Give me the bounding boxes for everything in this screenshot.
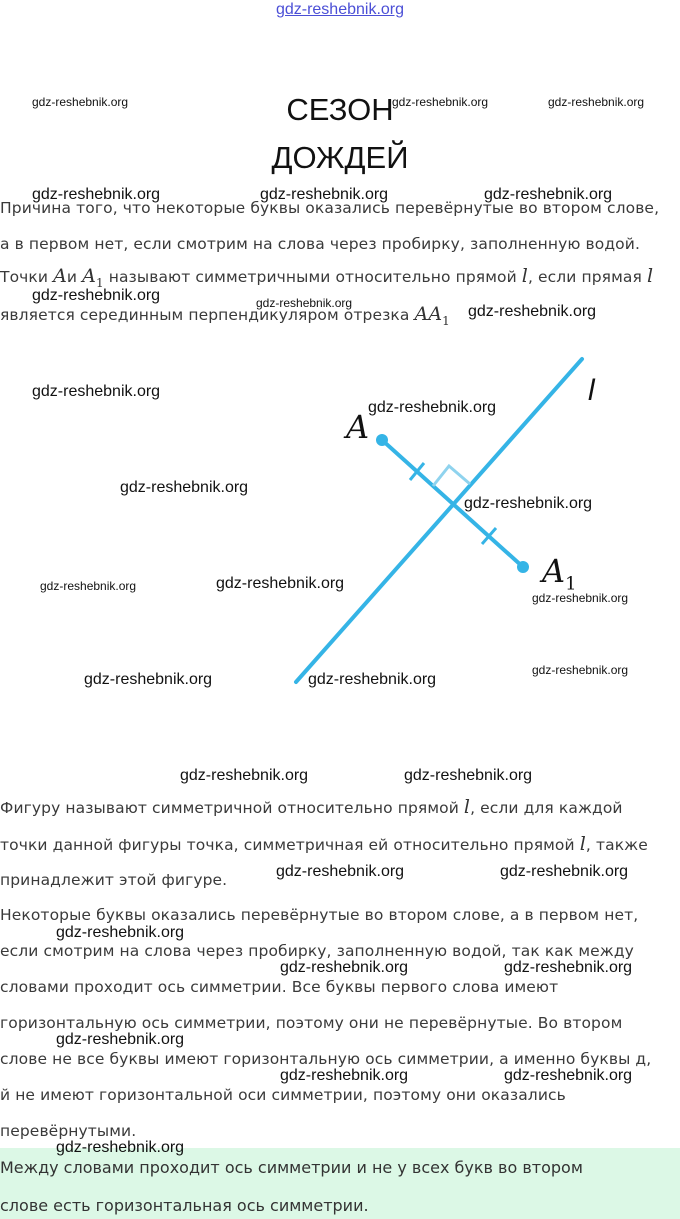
explanation-line-4: горизонтальную ось симметрии, поэтому они не перевёрнутые. Во втором (0, 1014, 623, 1032)
title-line-1: СЕЗОН (286, 92, 394, 127)
watermark: gdz-reshebnik.org (256, 296, 353, 310)
point-a1-dot (517, 561, 529, 573)
watermark: gdz-reshebnik.org (484, 186, 613, 203)
points-suffix: , если прямая (527, 268, 647, 286)
figure-definition-line-2: точки данной фигуры точка, симметричная ей относительно прямой l, также (0, 833, 648, 855)
watermark: gdz-reshebnik.org (308, 671, 437, 688)
intro-line-1: Причина того, что некоторые буквы оказались перевёрнутые во втором слове, (0, 199, 660, 217)
watermark: gdz-reshebnik.org (276, 863, 405, 880)
watermark: gdz-reshebnik.org (468, 303, 597, 320)
points-and: и (66, 268, 83, 286)
header-site-link[interactable]: gdz-reshebnik.org (275, 1, 405, 18)
math-line-l-2: l (646, 265, 654, 287)
point-a-label: A (346, 408, 370, 446)
watermark: gdz-reshebnik.org (548, 95, 645, 109)
watermark: gdz-reshebnik.org (392, 95, 489, 109)
watermark: gdz-reshebnik.org (40, 579, 137, 593)
point-a-dot (376, 434, 388, 446)
intro-line-2: а в первом нет, если смотрим на слова через пробирку, заполненную водой. (0, 235, 640, 253)
answer-box (0, 1148, 680, 1219)
watermark: gdz-reshebnik.org (280, 959, 409, 976)
explanation-line-1: Некоторые буквы оказались перевёрнутые во втором слове, а в первом нет, (0, 906, 639, 924)
watermark: gdz-reshebnik.org (368, 399, 497, 416)
watermark: gdz-reshebnik.org (464, 495, 593, 512)
math-segment: $AA_1$ (414, 303, 450, 328)
explanation-line-5: слове не все буквы имеют горизонтальную ось симметрии, а именно буквы д, (0, 1050, 652, 1068)
right-angle-mark (433, 466, 470, 486)
watermark: gdz-reshebnik.org (404, 767, 533, 784)
watermark: gdz-reshebnik.org (260, 186, 389, 203)
math-point-a: A (53, 265, 67, 287)
axis-label-l: l (588, 374, 595, 407)
watermark: gdz-reshebnik.org (532, 663, 629, 677)
watermark: gdz-reshebnik.org (32, 186, 161, 203)
figure-definition-line-1: Фигуру называют симметричной относительно прямой l, если для каждой (0, 796, 623, 818)
figure-definition-line-3: принадлежит этой фигуре. (0, 871, 228, 889)
explanation-line-6: й не имеют горизонтальной оси симметрии, поэтому они оказались (0, 1086, 566, 1104)
explanation-line-2: если смотрим на слова через пробирку, заполненную водой, так как между (0, 942, 634, 960)
watermark: gdz-reshebnik.org (32, 383, 161, 400)
answer-line-2: слове есть горизонтальная ось симметрии. (0, 1196, 369, 1215)
watermark: gdz-reshebnik.org (180, 767, 309, 784)
watermark: gdz-reshebnik.org (280, 1067, 409, 1084)
watermark: gdz-reshebnik.org (500, 863, 629, 880)
watermark: gdz-reshebnik.org (532, 591, 629, 605)
watermark: gdz-reshebnik.org (56, 924, 185, 941)
explanation-line-3: словами проходит ось симметрии. Все буквы первого слова имеют (0, 978, 559, 996)
watermark: gdz-reshebnik.org (56, 1139, 185, 1156)
math-point-a1: $A_1$ (82, 265, 104, 290)
math-line-l-3: l (463, 796, 471, 818)
math-line-l-4: l (579, 833, 586, 855)
points-middle: называют симметричными относительно прямой (103, 268, 522, 286)
watermark: gdz-reshebnik.org (32, 95, 129, 109)
watermark: gdz-reshebnik.org (56, 1031, 185, 1048)
watermark: gdz-reshebnik.org (504, 1067, 633, 1084)
watermark: gdz-reshebnik.org (120, 479, 249, 496)
answer-line-1: Между словами проходит ось симметрии и не у всех букв во втором (0, 1158, 583, 1177)
explanation-line-7: перевёрнутыми. (0, 1122, 137, 1140)
watermark: gdz-reshebnik.org (32, 287, 161, 304)
watermark: gdz-reshebnik.org (84, 671, 213, 688)
watermark: gdz-reshebnik.org (216, 575, 345, 592)
points-prefix: Точки (0, 268, 54, 286)
title-line-2: ДОЖДЕЙ (271, 140, 409, 175)
points-line2-text: является серединным перпендикуляром отрезка (0, 306, 415, 324)
watermark: gdz-reshebnik.org (504, 959, 633, 976)
math-line-l: l (521, 265, 528, 287)
point-a1-label: $A_1$ (542, 552, 577, 595)
